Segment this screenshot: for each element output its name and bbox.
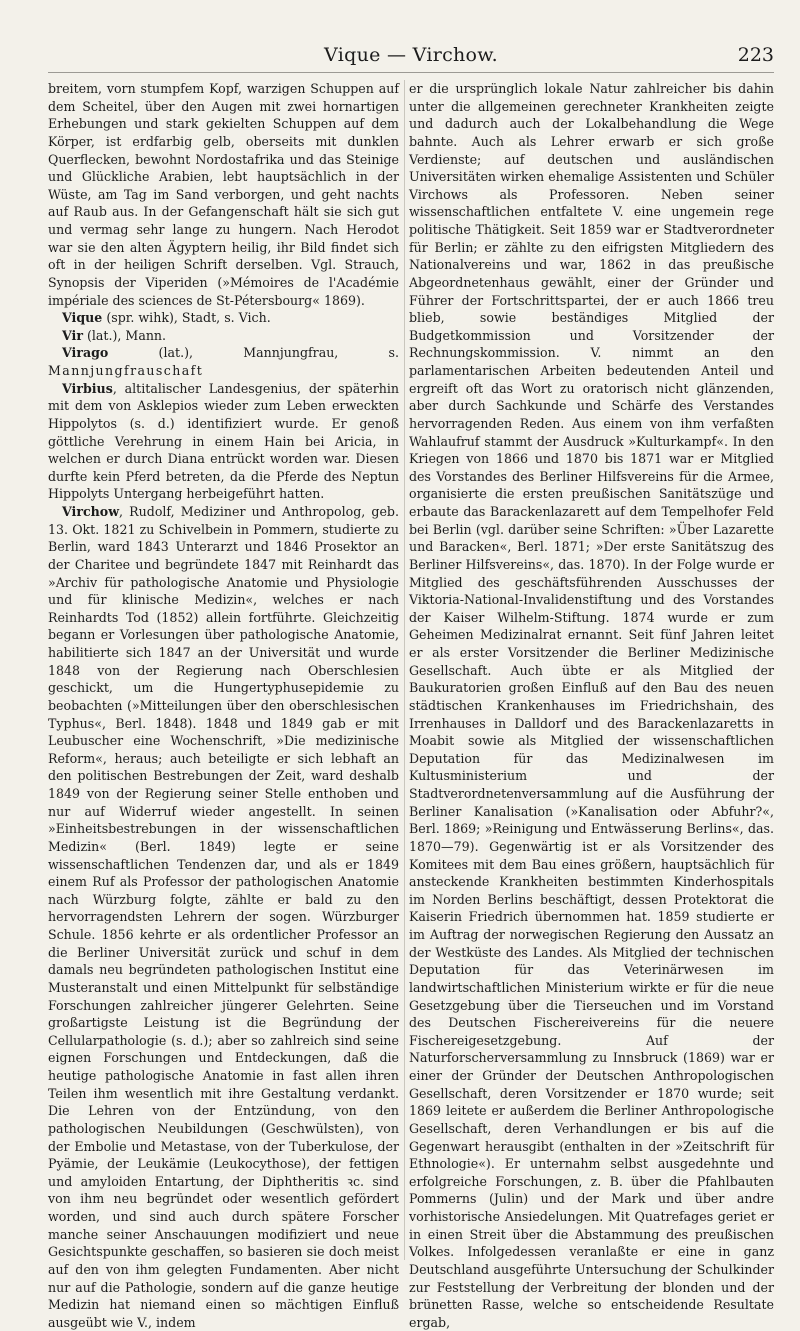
entry-text: , Rudolf, Mediziner und Anthropolog, geb. 13. Okt. 1821 zu Schivelbein in Pommern, studierte zu Berlin, ward 1843 Unterarzt und 1846 Prosektor an der Charitee und begründete 1847 mit Reinhardt das »Archiv für pathologische Anatomie und Physiologie und für klinische Medizin«, welches er nach Reinhardts Tod (1852) allein fortführte. Gleichzeitig begann er Vorlesungen über pathologische Anatomie, habilitierte sich 1847 an der Universität und wurde 1848 von der Regierung nach Oberschlesien geschickt, um die Hungertyphusepidemie zu beobachten (»Mitteilungen über den oberschlesischen Typhus«, Berl. 1848). 1848 und 1849 gab er mit Leubuscher eine Wochenschrift, »Die medizinische Reform«, heraus; auch beteiligte er sich lebhaft an den politischen Bestrebungen der Zeit, ward deshalb 1849 von der Regierung seiner Stelle enthoben und nur auf Widerruf wieder angestellt. In seinen »Einheitsbestrebungen in der wissenschaftlichen Medizin« (Berl. 1849) legte er seine wissenschaftlichen Tendenzen dar, und als er 1849 einem Ruf als Professor der pathologischen Anatomie nach Würzburg folgte, zählte er bald zu den hervorragendsten Lehrern der sogen. Würzburger Schule. 1856 kehrte er als ordentlicher Professor an die Berliner Universität zurück und schuf in dem damals neu begründeten pathologischen Institut eine Musteranstalt und einen Mittelpunkt für selbständige Forschungen zahlreicher jüngerer Gelehrten. Seine großartigste Leistung ist die Begründung der Cellularpathologie (s. d.); aber so zahlreich sind seine eignen Forschungen und Entdeckungen, daß die heutige pathologische Anatomie in fast allen ihren Teilen ihm wesentlich mit ihre Gestaltung verdankt. Die Lehren von der Entzündung, von den pathologischen Neubildungen (Geschwülsten), von der Embolie und Metastase, von der Tuberkulose, der Pyämie, der Leukämie (Leukocythose), der fettigen und amyloiden Entartung, der Diphtheritis ꝛc. sind von ihm neu begründet oder wesentlich gefördert worden, und sind auch durch spätere Forscher manche seiner Anschauungen modifiziert und neue Gesichtspunkte geschaffen, so basieren sie doch meist auf den von ihm gelegten Fundamenten. Aber nicht nur auf die Pathologie, sondern auf die ganze heutige Medizin hat niemand einen so mächtigen Einfluß ausgeübt wie V., indem: [48, 504, 399, 1330]
column-divider: [404, 80, 405, 1260]
header-rule: [48, 72, 774, 73]
entry-vir: [48, 327, 399, 345]
entry-virbius: [48, 380, 399, 503]
paragraph-continuation: breitem, vorn stumpfem Kopf, warzigen Schuppen auf dem Scheitel, über den Augen mit zwei hornartigen Erhebungen und stark gekielten Schuppen auf dem Körper, ist erdfarbig gelb, oberseits mit dunklen Querflecken, bewohnt Nordostafrika und das Steinige und Glückliche Arabien, lebt hauptsächlich in der Wüste, am Tag im Sand verborgen, und geht nachts auf Raub aus. In der Gefangenschaft hält sie sich gut und vermag sehr lange zu hungern. Nach Herodot war sie den alten Ägyptern heilig, ihr Bild findet sich oft in der heiligen Schrift derselben. Vgl. Strauch, Synopsis der Viperiden (»Mémoires de l'Académie impériale des sciences de St-Pétersbourg« 1869).: [48, 81, 399, 308]
cross-reference: Mannjungfrauschaft: [48, 363, 204, 378]
entry-vique: [48, 309, 399, 327]
page-number: 223: [737, 44, 774, 66]
headword: Virbius: [62, 380, 113, 396]
entry-text: (lat.), Mann.: [82, 327, 167, 343]
entry-virchow: [48, 503, 399, 1331]
entry-text: (lat.), Mannjungfrau, s.: [108, 345, 399, 361]
left-column: [48, 80, 399, 1330]
right-column: [409, 80, 774, 1330]
headword: Virago: [62, 345, 109, 361]
headword: Vique: [62, 310, 103, 326]
page-header: [48, 44, 774, 72]
paragraph-continuation: er die ursprünglich lokale Natur zahlreicher bis dahin unter die allgemeinen gerechneter Krankheiten zeigte und dadurch auch der Lokalbehandlung die Wege bahnte. Auch als Lehrer erwarb er sich große Verdienste; auf deutschen und ausländischen Universitäten wirken ehemalige Assistenten und Schüler Virchows als Professoren. Neben seiner wissenschaftlichen entfaltete V. eine ungemein rege politische Thätigkeit. Seit 1859 war er Stadtverordneter für Berlin; er zählte zu den eifrigsten Mitgliedern des Nationalvereins und war, 1862 in das preußische Abgeordnetenhaus gewählt, einer der Gründer und Führer der Fortschrittspartei, der er auch 1866 treu blieb, sowie beständiges Mitglied der Budgetkommission und Vorsitzender der Rechnungskommission. V. nimmt an den parlamentarischen Arbeiten bedeutenden Anteil und ergreift oft das Wort zu oratorisch nicht glänzenden, aber durch Sachkunde und Schärfe des Verstandes hervorragenden Reden. Aus einem von ihm verfaßten Wahlaufruf stammt der Ausdruck »Kulturkampf«. In den Kriegen von 1866 und 1870 bis 1871 war er Mitglied des Vorstandes des Berliner Hilfsvereins für die Armee, organisierte die ersten preußischen Sanitätszüge und erbaute das Barackenlazarett auf dem Tempelhofer Feld bei Berlin (vgl. darüber seine Schriften: »Über Lazarette und Baracken«, Berl. 1871; »Der erste Sanitätszug des Berliner Hilfsvereins«, das. 1870). In der Folge wurde er Mitglied des geschäftsführenden Ausschusses der Viktoria-National-Invalidenstiftung und des Vorstandes der Kaiser Wilhelm-Stiftung. 1874 wurde er zum Geheimen Medizinalrat ernannt. Seit fünf Jahren leitet er als erster Vorsitzender die Berliner Medizinische Gesellschaft. Auch übte er als Mitglied der Baukuratorien großen Einfluß auf den Bau des neuen städtischen Krankenhauses im Friedrichshain, des Irrenhauses in Dalldorf und des Barackenlazaretts in Moabit sowie als Mitglied der wissenschaftlichen Deputation für das Medizinalwesen im Kultusministerium und der Stadtverordnetenversammlung auf die Ausführung der Berliner Kanalisation (»Kanalisation oder Abfuhr?«, Berl. 1869; »Reinigung und Entwässerung Berlins«, das. 1870—79). Gegenwärtig ist er als Vorsitzender des Komitees mit dem Bau eines größern, hauptsächlich für ansteckende Krankheiten bestimmten Kinderhospitals im Norden Berlins beschäftigt, dessen Protektorat die Kaiserin Friedrich übernommen hat. 1859 studierte er im Auftrag der norwegischen Regierung den Aussatz an der Westküste des Landes. Als Mitglied der technischen Deputation für das Veterinärwesen im landwirtschaftlichen Ministerium wirkte er für die neue Gesetzgebung über die Tierseuchen und im Vorstand des Deutschen Fischereivereins für die neuere Fischereigesetzgebung. Auf der Naturforscherversammlung zu Innsbruck (1869) war er einer der Gründer der Deutschen Anthropologischen Gesellschaft, deren Vorsitzender er 1870 wurde; seit 1869 leitete er außerdem die Berliner Anthropologische Gesellschaft, deren Verhandlungen er bis auf die Gegenwart herausgibt (enthalten in der »Zeitschrift für Ethnologie«). Er unternahm selbst ausgedehnte und erfolgreiche Forschungen, z. B. über die Pfahlbauten Pommerns (Julin) und der Mark und über andre vorhistorische Ansiedelungen. Mit Quatrefages geriet er in einen Streit über die Abstammung des preußischen Volkes. Infolgedessen veranlaßte er eine in ganz Deutschland ausgeführte Untersuchung der Schulkinder zur Feststellung der Verbreitung der blonden und der brünetten Rasse, welche so entscheidende Resultate ergab,: [409, 81, 774, 1330]
entry-text: , altitalischer Landesgenius, der späterhin mit dem von Asklepios wieder zum Leben erweckten Hippolytos (s. d.) identifiziert wurde. Er genoß göttliche Verehrung in einem Hain bei Aricia, in welchen er durch Diana entrückt worden war. Diesen durfte kein Pferd betreten, da die Pferde des Neptun Hippolyts Untergang herbeigeführt hatten.: [48, 380, 399, 502]
entry-text: (spr. wihk), Stadt, s. Vich.: [102, 310, 271, 326]
headword: Vir: [62, 327, 83, 343]
headword: Virchow: [62, 504, 120, 519]
running-title: Vique — Virchow.: [324, 44, 498, 66]
entry-virago: [48, 344, 399, 379]
